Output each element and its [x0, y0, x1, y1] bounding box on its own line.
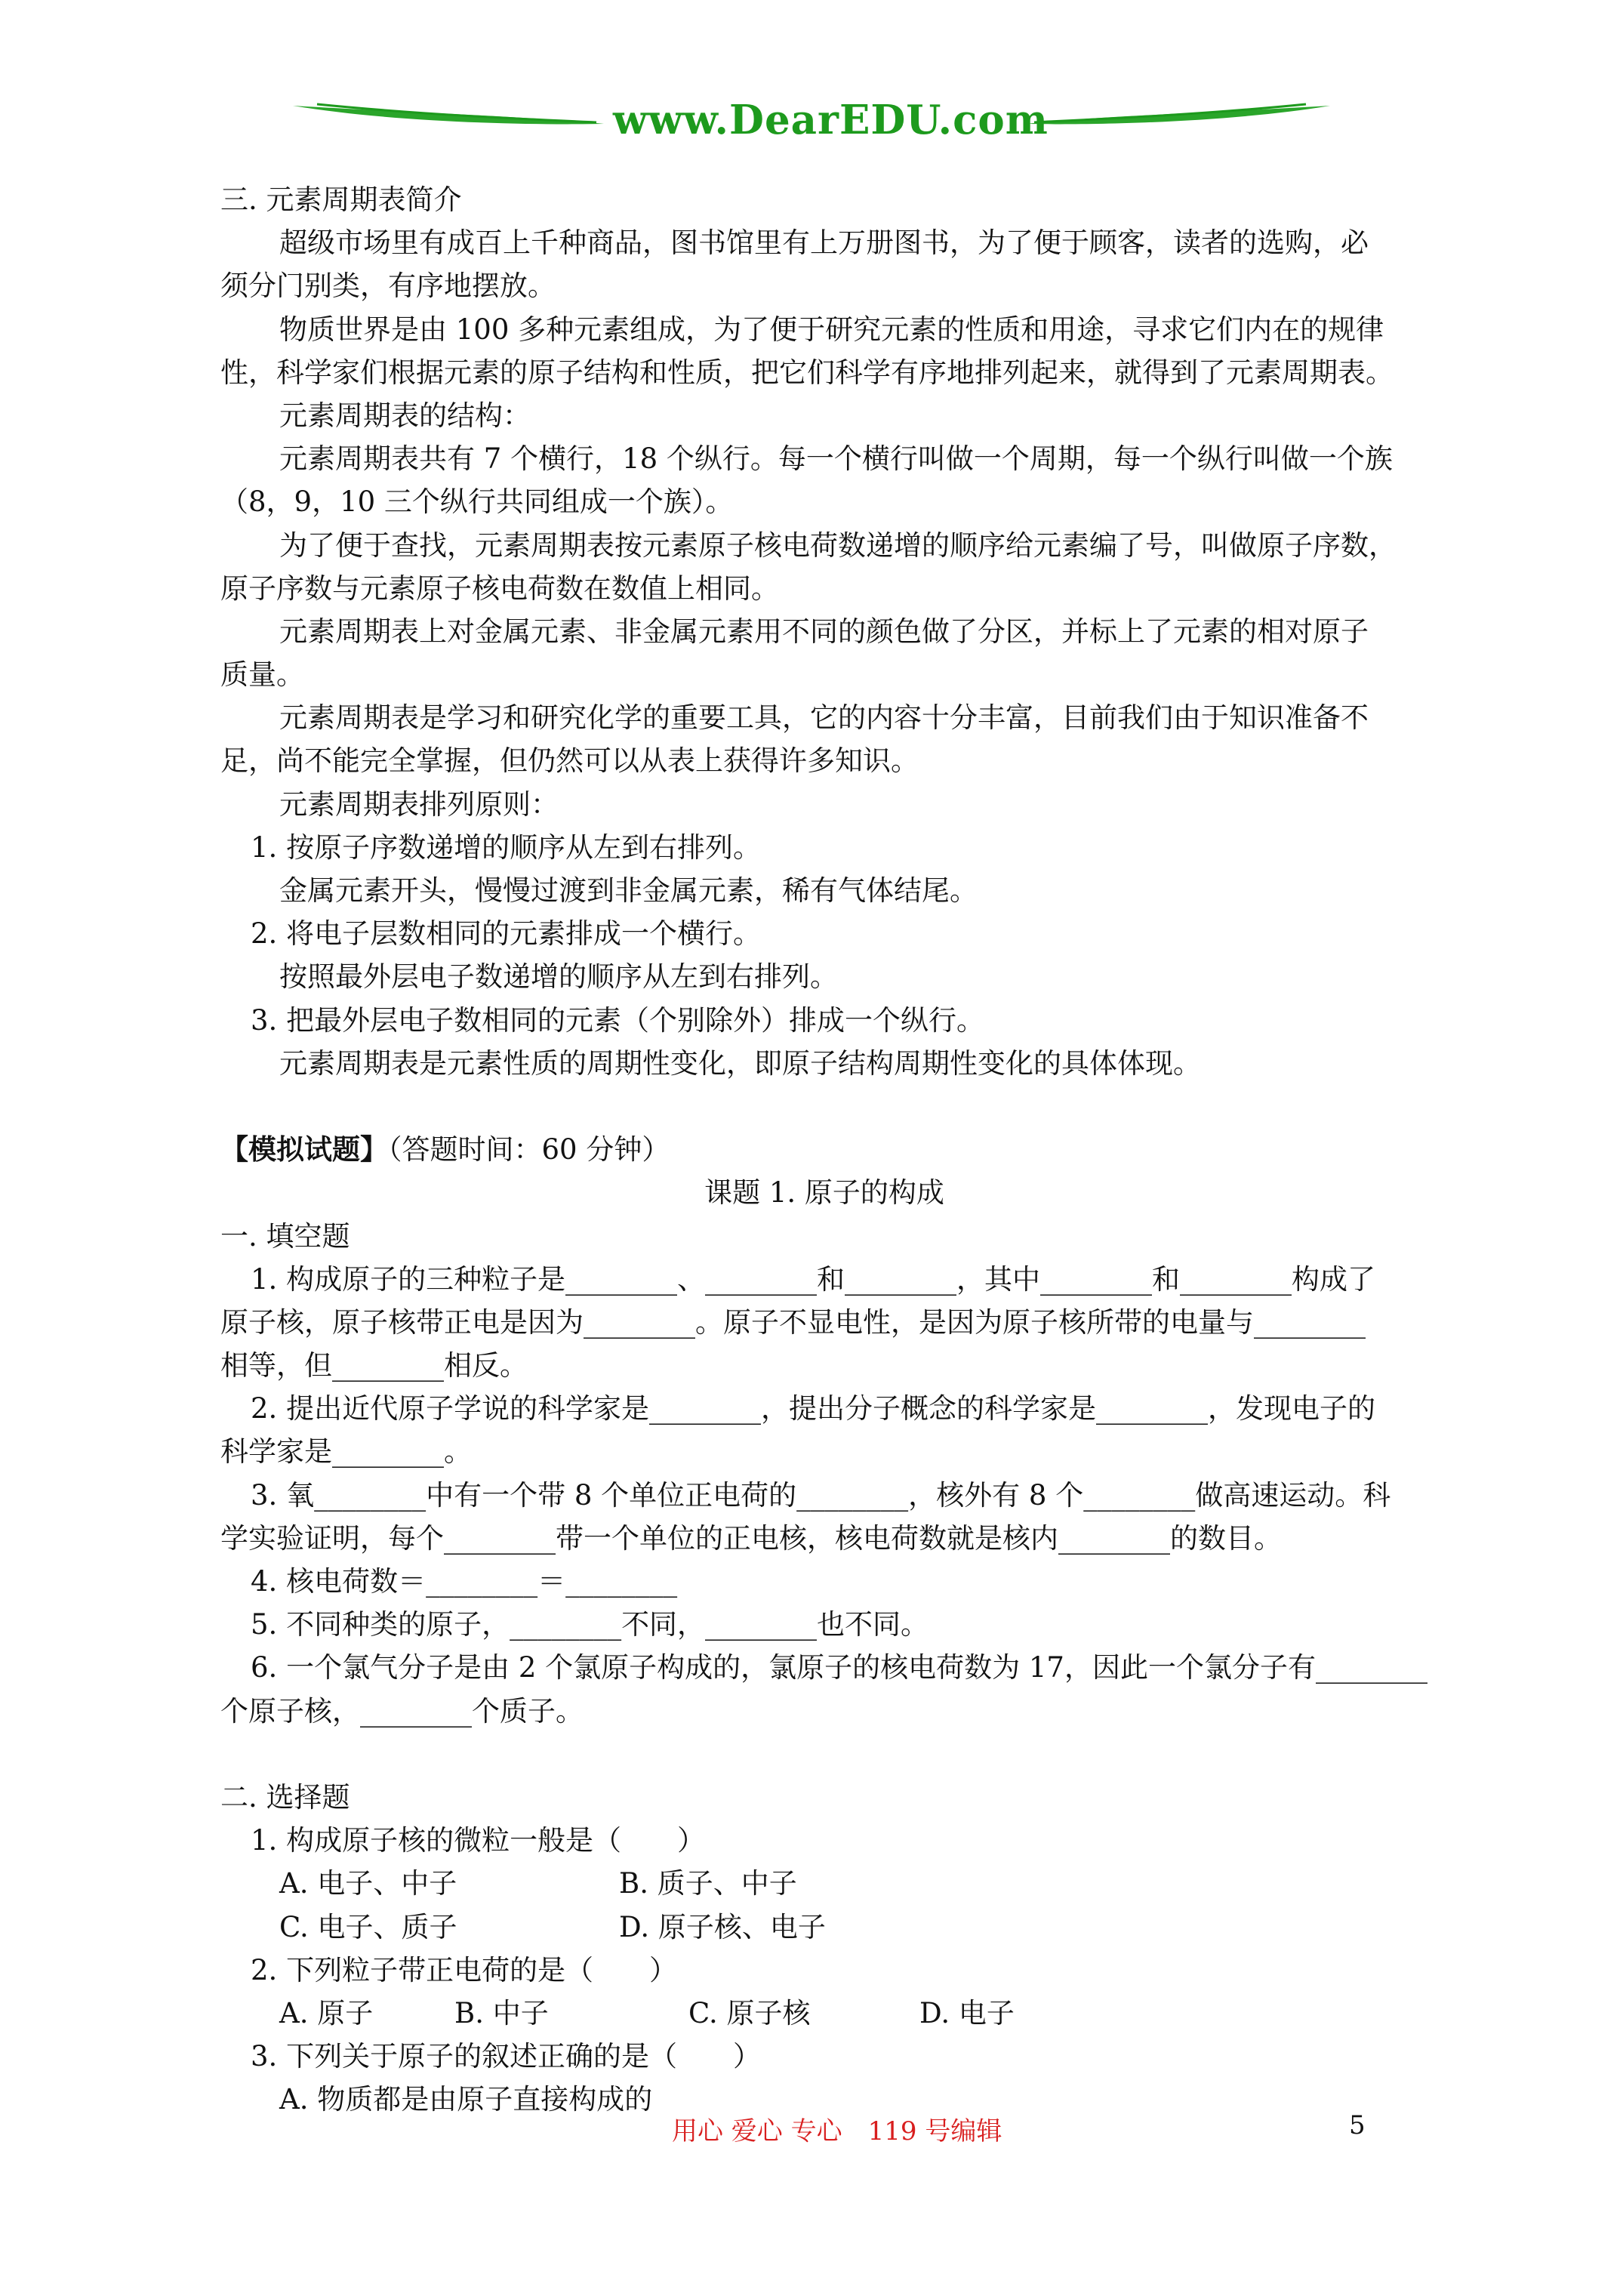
rule-item: 2. 将电子层数相同的元素排成一个横行。 — [251, 917, 762, 951]
option-a: A. 原子 — [279, 1996, 374, 2029]
paragraph-line: 为了便于查找，元素周期表按元素原子核电荷数递增的顺序给元素编了号，叫做原子序数， — [279, 529, 1397, 562]
paragraph-line: 足，尚不能完全掌握，但仍然可以从表上获得许多知识。 — [220, 744, 919, 778]
option-row — [220, 1992, 1428, 2035]
paragraph-line: 须分门别类，有序地摆放。 — [220, 270, 556, 303]
footer-text: 用心 爱心 专心 119 号编辑 — [672, 2116, 1002, 2147]
site-logo-text: www.DearEDU.com — [613, 97, 1049, 143]
choice-section-title: 二. 选择题 — [220, 1780, 350, 1814]
paragraph-line: （8，9，10 三个纵行共同组成一个族）。 — [220, 485, 734, 519]
paragraph-line: 元素周期表排列原则： — [279, 787, 559, 821]
choice-question: 3. 下列关于原子的叙述正确的是（ ） — [251, 2040, 762, 2073]
paragraph-line: 物质世界是由 100 多种元素组成，为了便于研究元素的性质和用途，寻求它们内在的规律 — [279, 313, 1384, 346]
exam-heading-label: 【模拟试题】 — [220, 1133, 388, 1166]
paragraph-line: 原子序数与元素原子核电荷数在数值上相同。 — [220, 572, 779, 605]
question-line: 3. 氧________中有一个带 8 个单位正电荷的________，核外有 8 个________做高速运动。科 — [251, 1478, 1391, 1512]
option-row — [220, 1862, 1428, 1905]
topic-title: 课题 1. 原子的构成 — [704, 1176, 944, 1210]
page-footer — [0, 2110, 1623, 2148]
question-line: 1. 构成原子的三种粒子是________、________和________，其中________和________构成了 — [251, 1262, 1376, 1296]
header-banner — [0, 89, 1623, 172]
section-title: 三. 元素周期表简介 — [220, 183, 462, 216]
paragraph-line: 元素周期表的结构： — [279, 399, 531, 432]
option-c: C. 电子、质子 — [279, 1910, 457, 1943]
paragraph-line: 按照最外层电子数递增的顺序从左到右排列。 — [279, 960, 838, 994]
option-d: D. 电子 — [919, 1996, 1015, 2029]
paragraph-line: 金属元素开头，慢慢过渡到非金属元素，稀有气体结尾。 — [279, 874, 978, 907]
question-line: 科学家是________。 — [220, 1435, 472, 1469]
option-b: B. 质子、中子 — [619, 1867, 797, 1900]
question-line: 学实验证明，每个________带一个单位的正电核，核电荷数就是核内________的数目。 — [220, 1521, 1282, 1555]
paragraph-line: 元素周期表共有 7 个横行，18 个纵行。每一个横行叫做一个周期，每一个纵行叫做一个族 — [279, 442, 1393, 476]
option-a: A. 电子、中子 — [279, 1867, 457, 1900]
question-line: 个原子核，________个质子。 — [220, 1694, 584, 1727]
choice-question: 2. 下列粒子带正电荷的是（ ） — [251, 1953, 678, 1986]
page-number: 5 — [1349, 2110, 1366, 2140]
choice-question: 1. 构成原子核的微粒一般是（ ） — [251, 1824, 706, 1857]
question-line: 4. 核电荷数＝________＝________ — [251, 1565, 678, 1598]
paragraph-line: 元素周期表上对金属元素、非金属元素用不同的颜色做了分区，并标上了元素的相对原子 — [279, 615, 1369, 648]
question-line: 5. 不同种类的原子，________不同，________也不同。 — [251, 1608, 929, 1641]
option-row — [220, 1906, 1428, 1949]
paragraph-line: 元素周期表是元素性质的周期性变化，即原子结构周期性变化的具体体现。 — [279, 1046, 1201, 1080]
exam-heading — [220, 1128, 1428, 1171]
option-d: D. 原子核、电子 — [619, 1910, 826, 1943]
page-content — [220, 178, 1428, 2121]
question-line: 相等，但________相反。 — [220, 1349, 528, 1382]
paragraph-line: 质量。 — [220, 658, 304, 692]
question-line: 6. 一个氯气分子是由 2 个氯原子构成的，氯原子的核电荷数为 17，因此一个氯分子有________ — [251, 1651, 1427, 1684]
option-a: A. 物质都是由原子直接构成的 — [279, 2083, 653, 2116]
paragraph-line: 超级市场里有成百上千种商品，图书馆里有上万册图书，为了便于顾客，读者的选购，必 — [279, 227, 1369, 260]
option-c: C. 原子核 — [688, 1996, 811, 2029]
rule-item: 1. 按原子序数递增的顺序从左到右排列。 — [251, 831, 762, 864]
rule-item: 3. 把最外层电子数相同的元素（个别除外）排成一个纵行。 — [251, 1003, 985, 1037]
question-line: 2. 提出近代原子学说的科学家是________，提出分子概念的科学家是________，发现电子的 — [251, 1392, 1376, 1425]
question-line: 原子核，原子核带正电是因为________。原子不显电性，是因为原子核所带的电量与________ — [220, 1305, 1366, 1339]
fill-section-title: 一. 填空题 — [220, 1219, 350, 1253]
paragraph-line: 元素周期表是学习和研究化学的重要工具，它的内容十分丰富，目前我们由于知识准备不 — [279, 701, 1369, 735]
paragraph-line: 性，科学家们根据元素的原子结构和性质，把它们科学有序地排列起来，就得到了元素周期表。 — [220, 356, 1394, 389]
option-b: B. 中子 — [454, 1996, 549, 2029]
exam-time: （答题时间：60 分钟） — [388, 1133, 670, 1166]
